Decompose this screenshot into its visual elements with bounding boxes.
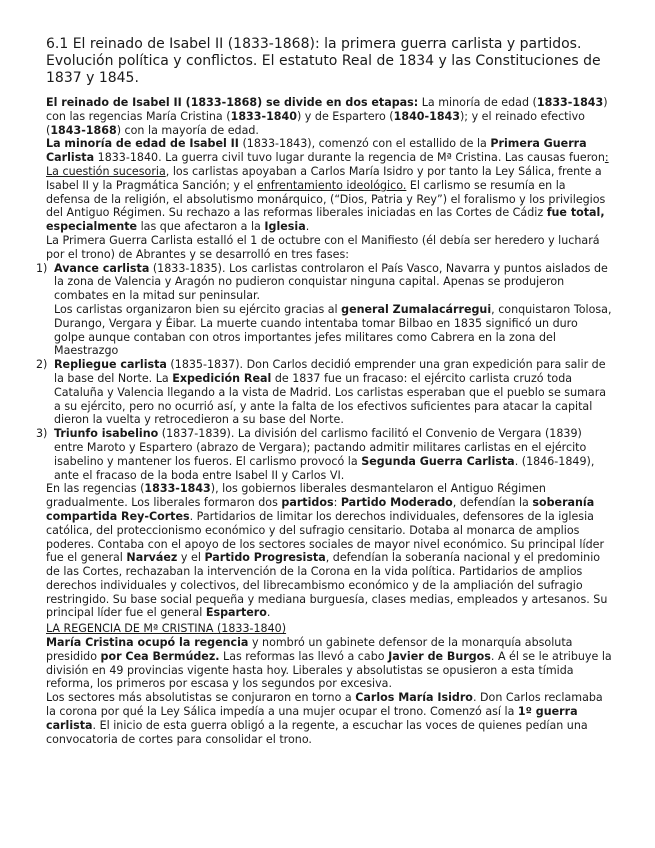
text: . (1846-1849), ante el fracaso de la boda entre Isabel II y Carlos VI. (54, 454, 595, 482)
list-item-fase-3 (36, 427, 612, 482)
bold-text: soberanía compartida Rey-Cortes (46, 496, 595, 523)
bold-text: fue total, especialmente (46, 206, 605, 234)
bold-text: Iglesia (264, 220, 306, 234)
bold-text: partidos (281, 496, 334, 510)
text: La minoría de edad ( (418, 96, 537, 109)
bold-text: Partido Moderado (340, 496, 453, 510)
bold-text: 1833-1840 (230, 109, 297, 123)
text: ), los gobiernos liberales desmantelaron el Antiguo Régimen gradualmente. Los liberales formaron dos (46, 482, 546, 510)
text: , conquistaron Tolosa, Durango, Vergara y Éibar. La muerte cuando intentaba tomar Bilbao en 1835 significó un duro golpe aunque contaban con otros importantes jefes militares como Cabrera en la zona del Maestrazgo (54, 302, 612, 358)
bold-text: 1833-1843 (144, 482, 211, 496)
bold-text: Triunfo isabelino (54, 427, 159, 441)
text: . (266, 606, 271, 620)
page-title: 6.1 El reinado de Isabel II (1833-1868): la primera guerra carlista y partidos. Evolución política y conflictos. El estatuto Real de 1834 y las Constituciones de 1837 y 1845. (46, 36, 601, 86)
text: de 1837 fue un fracaso: el ejército carlista cruzó toda Cataluña y Valencia llegando a la vista de Madrid. Los carlistas esperaban que el pueblo se sumara a su ejército, pero no ocurrió así, y ante la falta de los efectivos suficientes para atacar la capital dieron la vuelta y retrocedieron a su base del Norte. (54, 371, 607, 427)
bold-text: María Cristina ocupó la regencia (46, 636, 249, 650)
underlined-text: enfrentamiento ideológico. (256, 178, 407, 192)
bold-text: Segunda Guerra Carlista (361, 454, 515, 468)
minoria-paragraph (46, 137, 612, 234)
text: : (333, 496, 341, 510)
list-item-fase-1 (36, 261, 612, 359)
underlined-text: : La cuestión sucesoria (46, 151, 609, 178)
text: En las regencias ( (46, 482, 145, 496)
text: , los carlistas apoyaban a Carlos María Isidro y por tanto la Ley Sálica, frente a Isabel II y la Pragmática Sanción; y el (46, 164, 602, 192)
bold-text: 1833-1843 (536, 96, 604, 109)
list-number: 3) (36, 427, 48, 441)
text: , defendían la soberanía nacional y el predominio de las Cortes, rechazaban la intervención de la Corona en la vida política. Partidarios de amplios derechos individuales y colectivos, del librecambismo económico y de la ampliación del sufragio restringido. Su base social pequeña y mediana burguesía, clases medias, empleados y artesanos. Su principal líder fue el general (46, 551, 608, 620)
bold-text: Partido Progresista (204, 551, 326, 565)
list-number: 2) (36, 358, 48, 372)
bold-text: La minoría de edad de Isabel II (46, 137, 239, 151)
bold-text: general Zumalacárregui (341, 302, 492, 316)
text: ) con las regencias María Cristina ( (46, 96, 608, 123)
text: Las reformas las llevó a cabo (219, 649, 389, 663)
text: (1833-1835). Los carlistas controlaron el País Vasco, Navarra y puntos aislados de la zona de Valencia y Aragón no pudieron conquistar ninguna capital. Apenas se produjeron combates en la mitad sur peninsular. (54, 261, 608, 303)
text: 1833-1840. La guerra civil tuvo lugar durante la regencia de Mª Cristina. Las causas fueron (94, 151, 605, 165)
section-heading: LA REGENCIA DE Mª CRISTINA (1833-1840) (46, 622, 287, 636)
text: ) y de Espartero ( (296, 109, 394, 123)
text: El carlismo se resumía en la defensa de la religión, el absolutismo monárquico, (“Dios, Patria y Rey”) el foralismo y los privilegios del Antiguo Régimen. Su rechazo a las reformas liberales iniciadas en las Cortes de Cádiz (46, 178, 606, 220)
text: (1837-1839). La división del carlismo facilitó el Convenio de Vergara (1839) entre Maroto y Espartero (abrazo de Vergara); pactando admitir militares carlistas en el ejército isabelino y mantener los fueros. El carlismo provocó la (54, 427, 587, 468)
bold-text: 1843-1868 (50, 123, 117, 137)
text: (1833-1843), comenzó con el estallido de la (238, 137, 491, 151)
text: ) con la mayoría de edad. (116, 123, 259, 137)
bold-text: Expedición Real (172, 371, 272, 385)
text: . Partidarios de limitar los derechos individuales, defensores de la iglesia católica, del proteccionismo económico y del sufragio censitario. Dotaba al monarca de amplios poderes. Contaba con el apoyo de los sectores sociales de mayor nivel económico. Su principal líder fue el general (46, 509, 605, 565)
intro-paragraph (46, 96, 612, 137)
list-item-fase-2 (36, 358, 612, 427)
regencia-mc-paragraph (46, 636, 612, 691)
bold-text: Primera Guerra Carlista (46, 137, 587, 165)
absolutistas-paragraph (46, 691, 612, 746)
bold-text: Avance carlista (54, 261, 150, 275)
bold-text: Javier de Burgos (388, 649, 491, 663)
bold-text: por Cea Bermúdez. (100, 649, 220, 663)
bold-text: Carlos María Isidro (355, 691, 473, 705)
text: , defendían la (452, 496, 533, 510)
bold-text: El reinado de Isabel II (1833-1868) se divide en dos etapas: (46, 96, 419, 109)
list-number: 1) (36, 261, 48, 275)
text: y nombró un gabinete defensor de la monarquía absoluta presidido (46, 636, 573, 663)
guerra-intro-paragraph: La Primera Guerra Carlista estalló el 1 de octubre con el Manifiesto (él debía ser heredero y luchará por el trono) de Abrantes y se desarrolló en tres fases: (46, 233, 600, 261)
text: Los sectores más absolutistas se conjuraron en torno a (46, 691, 356, 705)
bold-text: Espartero (205, 606, 267, 620)
text: Los carlistas organizaron bien su ejército gracias al (54, 302, 342, 316)
text: y el (177, 551, 205, 565)
document-body (36, 96, 612, 746)
text: . El inicio de esta guerra obligó a la regente, a escuchar las voces de quienes pedían una convocatoria de cortes para consolidar el trono. (46, 718, 588, 746)
text: . Don Carlos reclamaba la corona por qué la Ley Sálica impedía a una mujer ocupar el trono. Comenzó así la (46, 691, 603, 719)
text: . (305, 220, 310, 234)
bold-text: 1840-1843 (393, 109, 460, 123)
text: ); y el reinado efectivo ( (46, 109, 585, 137)
bold-text: Narváez (126, 551, 178, 565)
text: las que afectaron a la (137, 220, 265, 234)
bold-text: 1º guerra carlista (46, 705, 578, 732)
text: . A él se le atribuye la división en 49 provincias vigente hasta hoy. Liberales y absolutistas se opusieron a esta tímida reforma, los primeros por escasa y los segundos por excesiva. (46, 649, 612, 691)
bold-text: Repliegue carlista (54, 358, 167, 372)
regencias-paragraph (46, 482, 612, 620)
text: (1835-1837). Don Carlos decidió emprender una gran expedición para salir de la base del Norte. La (54, 358, 606, 385)
